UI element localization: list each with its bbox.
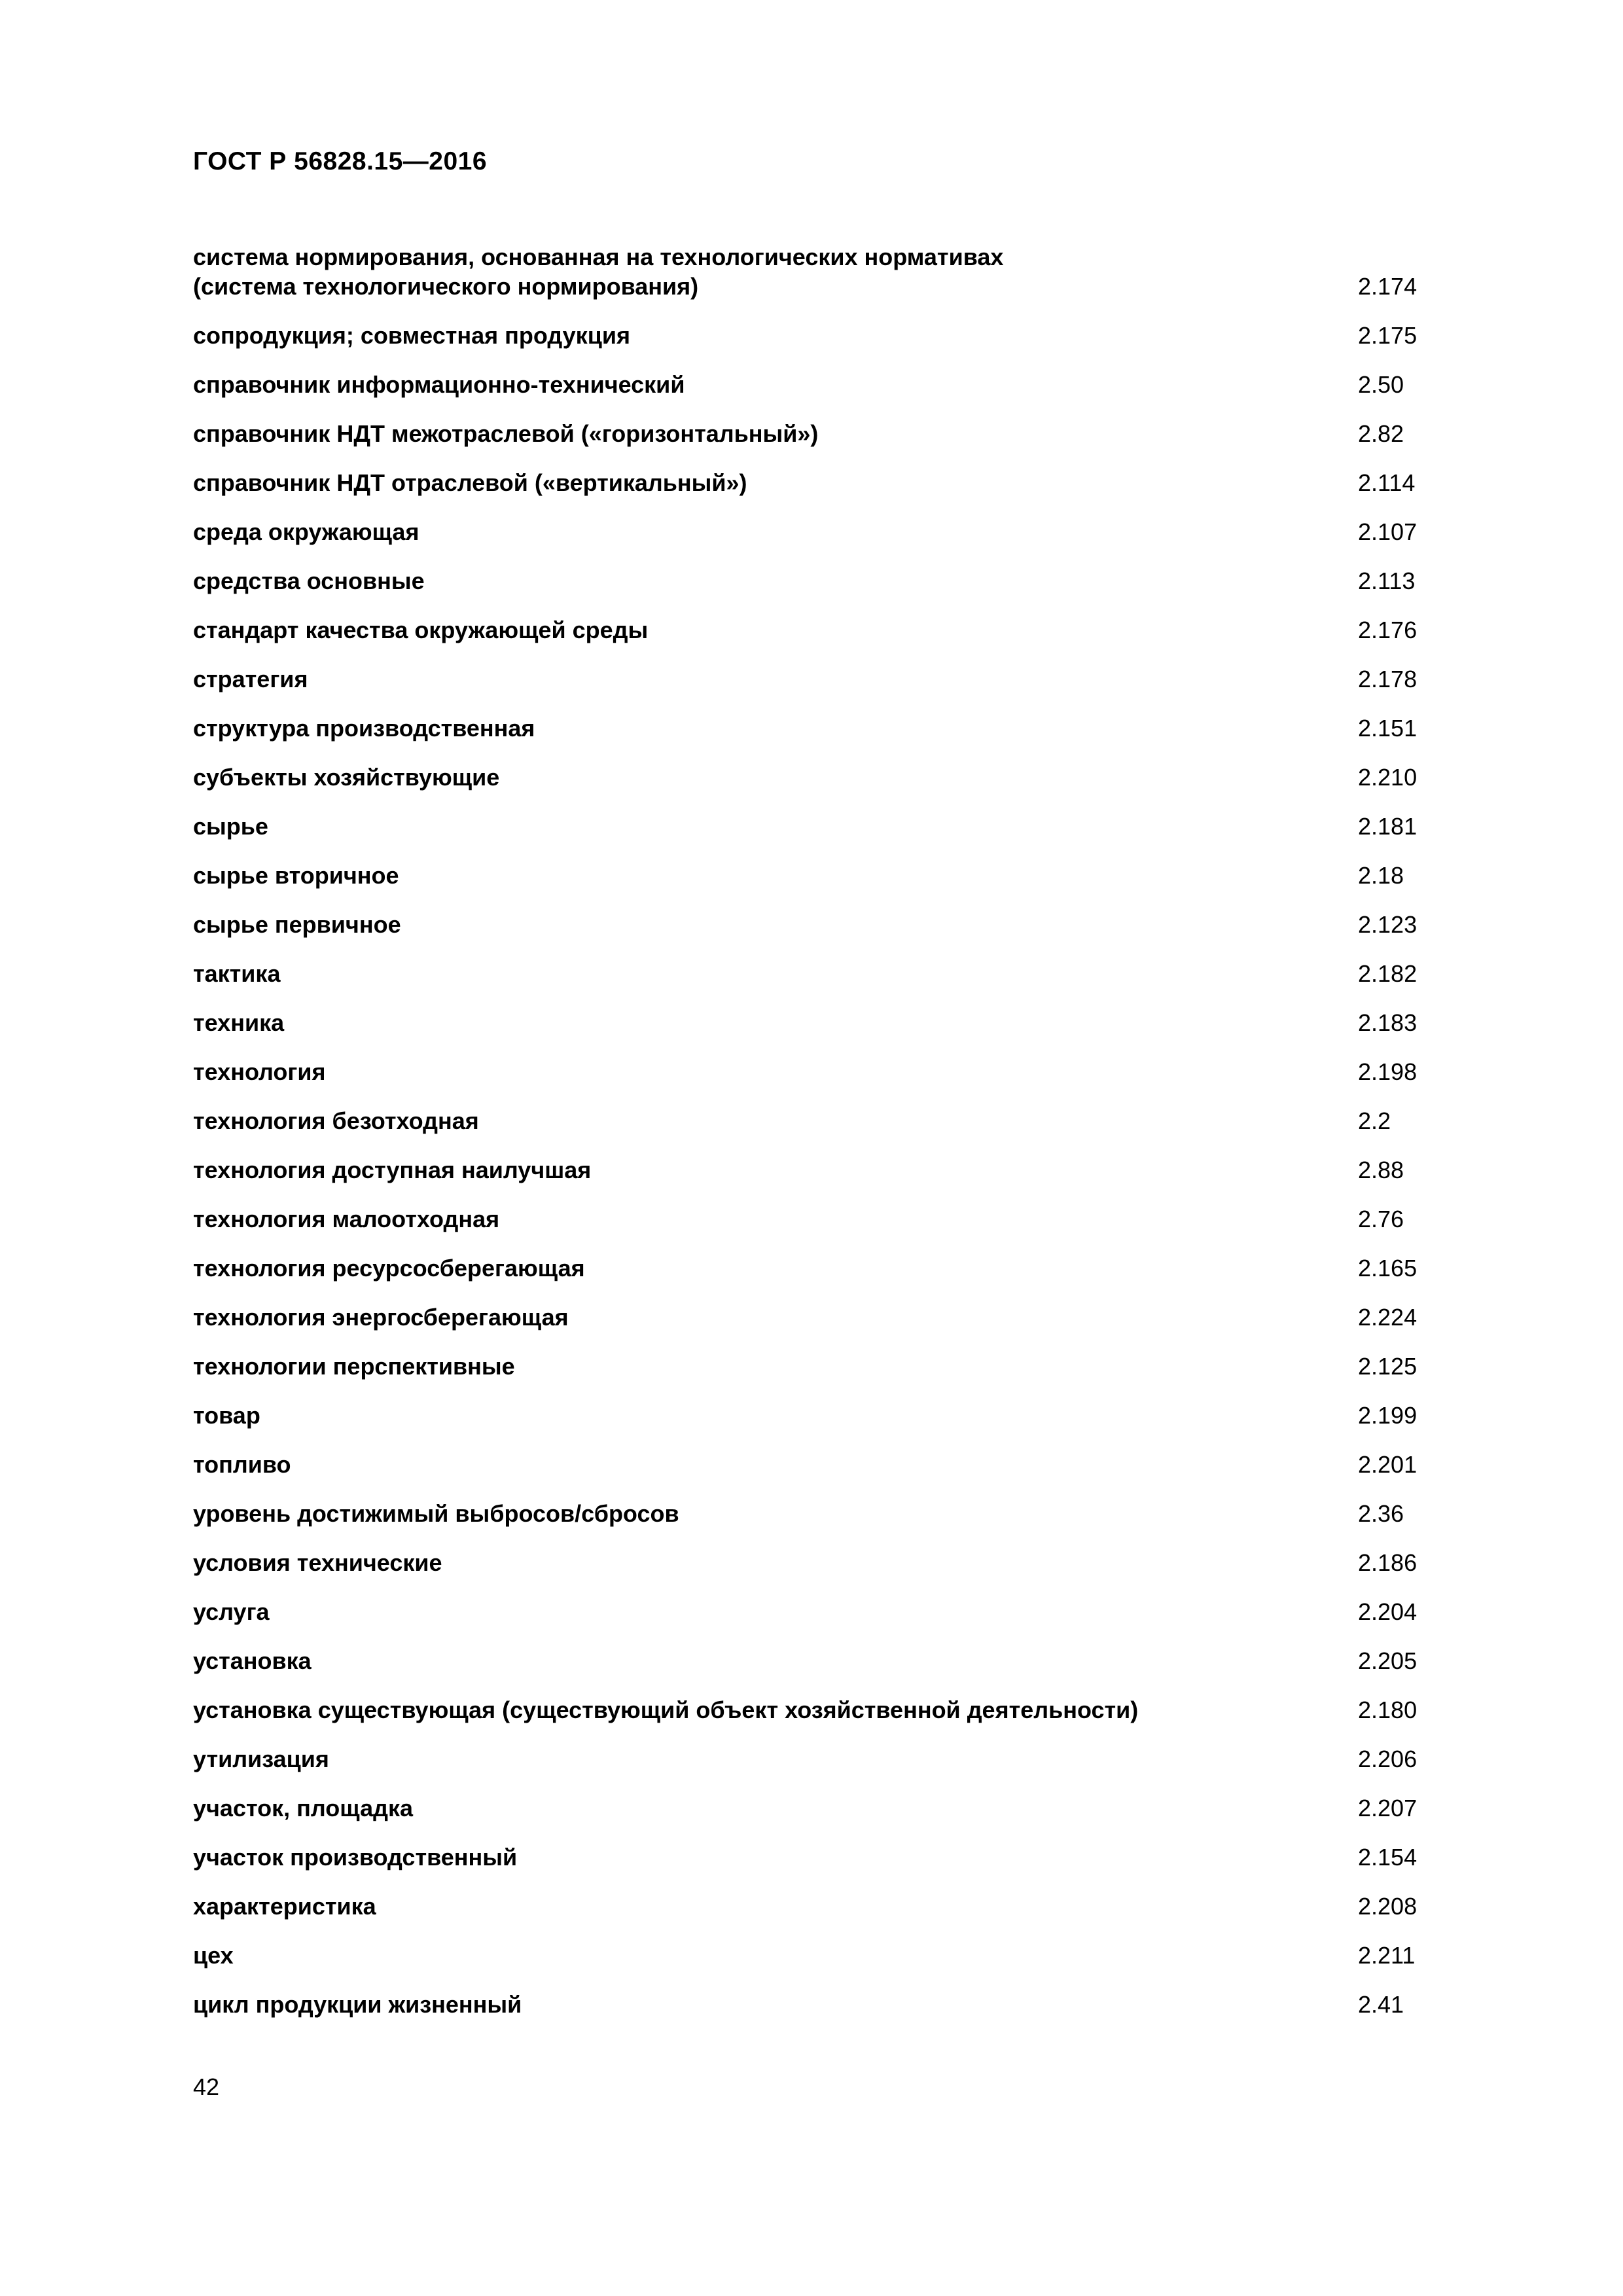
entry-term: топливо [193, 1451, 291, 1478]
entry-reference: 2.199 [1358, 1402, 1418, 1429]
entry-term: сырье первичное [193, 911, 401, 938]
index-entry [193, 1842, 1436, 1872]
entry-term: справочник информационно-технический [193, 371, 685, 398]
entry-reference: 2.198 [1358, 1058, 1418, 1085]
index-entry [193, 1008, 1436, 1037]
index-entry [193, 1204, 1436, 1234]
entry-term: установка [193, 1647, 312, 1674]
entry-term: технология ресурсосберегающая [193, 1255, 585, 1282]
entry-term: технология безотходная [193, 1107, 479, 1134]
entry-term: цех [193, 1942, 234, 1969]
entry-reference: 2.2 [1358, 1107, 1391, 1134]
entry-reference: 2.180 [1358, 1696, 1418, 1723]
entry-term: участок, площадка [193, 1795, 413, 1821]
entry-term: цикл продукции жизненный [193, 1991, 522, 2018]
entry-reference: 2.125 [1358, 1353, 1418, 1380]
entry-term: субъекты хозяйствующие [193, 764, 500, 791]
index-entry [193, 468, 1436, 497]
entry-reference: 2.36 [1358, 1500, 1404, 1527]
entry-term: характеристика [193, 1893, 376, 1920]
index-entry [193, 713, 1436, 743]
entry-term: технология энергосберегающая [193, 1304, 569, 1331]
page-number: 42 [193, 2073, 220, 2100]
entry-reference: 2.178 [1358, 666, 1418, 692]
index-entry [193, 1597, 1436, 1626]
document-header: ГОСТ Р 56828.15—2016 [193, 147, 488, 175]
entry-reference: 2.201 [1358, 1451, 1418, 1478]
entry-term: тактика [193, 960, 281, 987]
entry-reference: 2.82 [1358, 420, 1404, 447]
entry-reference: 2.174 [1358, 273, 1418, 300]
index-entry [193, 1253, 1436, 1283]
entry-reference: 2.151 [1358, 715, 1418, 742]
entry-term: услуга [193, 1598, 270, 1625]
index-entry [193, 370, 1436, 399]
index-entry [193, 664, 1436, 694]
entry-reference: 2.165 [1358, 1255, 1418, 1282]
index-entry [193, 812, 1436, 841]
index-entry [193, 1401, 1436, 1430]
index-entry [193, 1990, 1436, 2019]
entry-term: сопродукция; совместная продукция [193, 322, 630, 349]
index-entry [193, 1892, 1436, 1921]
index-entry [193, 861, 1436, 890]
entry-reference: 2.18 [1358, 862, 1404, 889]
entry-reference: 2.123 [1358, 911, 1418, 938]
index-entry [193, 910, 1436, 939]
index-entry [193, 1155, 1436, 1185]
entry-term: стратегия [193, 666, 308, 692]
index-entry [193, 1302, 1436, 1332]
entry-term: технология малоотходная [193, 1206, 500, 1232]
entry-reference: 2.182 [1358, 960, 1418, 987]
entry-term: сырье вторичное [193, 862, 399, 889]
entry-reference: 2.176 [1358, 617, 1418, 643]
index-entry [193, 1450, 1436, 1479]
entry-term: система нормирования, основанная на технологических нормативах (система технологического нормирования) [193, 243, 1004, 300]
entry-term: товар [193, 1402, 260, 1429]
entry-reference: 2.186 [1358, 1549, 1418, 1576]
index-entry [193, 762, 1436, 792]
entry-term: справочник НДТ межотраслевой («горизонтальный») [193, 420, 819, 447]
entry-reference: 2.211 [1358, 1942, 1416, 1969]
index-entry [193, 1352, 1436, 1381]
entry-reference: 2.154 [1358, 1844, 1418, 1871]
entry-term: сырье [193, 813, 268, 840]
entry-reference: 2.175 [1358, 322, 1418, 349]
entry-term: участок производственный [193, 1844, 518, 1871]
entry-reference: 2.41 [1358, 1991, 1404, 2018]
entry-reference: 2.183 [1358, 1009, 1418, 1036]
entry-term: средства основные [193, 567, 425, 594]
index-entry [193, 959, 1436, 988]
alphabetical-term-index [193, 242, 1436, 2039]
index-entry [193, 321, 1436, 350]
entry-term: среда окружающая [193, 518, 419, 545]
entry-term: стандарт качества окружающей среды [193, 617, 649, 643]
entry-reference: 2.207 [1358, 1795, 1418, 1821]
index-entry [193, 1744, 1436, 1774]
entry-term: технологии перспективные [193, 1353, 515, 1380]
index-entry [193, 1793, 1436, 1823]
entry-term: условия технические [193, 1549, 442, 1576]
entry-term: уровень достижимый выбросов/сбросов [193, 1500, 679, 1527]
index-entry [193, 1941, 1436, 1970]
entry-reference: 2.76 [1358, 1206, 1404, 1232]
entry-reference: 2.206 [1358, 1746, 1418, 1772]
index-entry [193, 1646, 1436, 1676]
entry-reference: 2.181 [1358, 813, 1418, 840]
entry-reference: 2.114 [1358, 469, 1416, 496]
entry-term: утилизация [193, 1746, 329, 1772]
entry-term: техника [193, 1009, 285, 1036]
index-entry [193, 566, 1436, 596]
index-entry [193, 1499, 1436, 1528]
entry-reference: 2.208 [1358, 1893, 1418, 1920]
index-entry [193, 517, 1436, 547]
entry-term: технология [193, 1058, 326, 1085]
entry-reference: 2.113 [1358, 567, 1416, 594]
index-entry [193, 1695, 1436, 1725]
entry-reference: 2.205 [1358, 1647, 1418, 1674]
entry-term: установка существующая (существующий объект хозяйственной деятельности) [193, 1696, 1139, 1723]
entry-reference: 2.50 [1358, 371, 1404, 398]
entry-reference: 2.88 [1358, 1157, 1404, 1183]
index-entry [193, 1106, 1436, 1136]
index-entry [193, 242, 1436, 301]
entry-term: технология доступная наилучшая [193, 1157, 592, 1183]
index-entry [193, 1548, 1436, 1577]
entry-reference: 2.210 [1358, 764, 1418, 791]
entry-reference: 2.224 [1358, 1304, 1418, 1331]
index-entry [193, 1057, 1436, 1086]
index-entry [193, 615, 1436, 645]
entry-reference: 2.204 [1358, 1598, 1418, 1625]
entry-reference: 2.107 [1358, 518, 1418, 545]
index-entry [193, 419, 1436, 448]
entry-term: структура производственная [193, 715, 535, 742]
entry-term: справочник НДТ отраслевой («вертикальный») [193, 469, 747, 496]
